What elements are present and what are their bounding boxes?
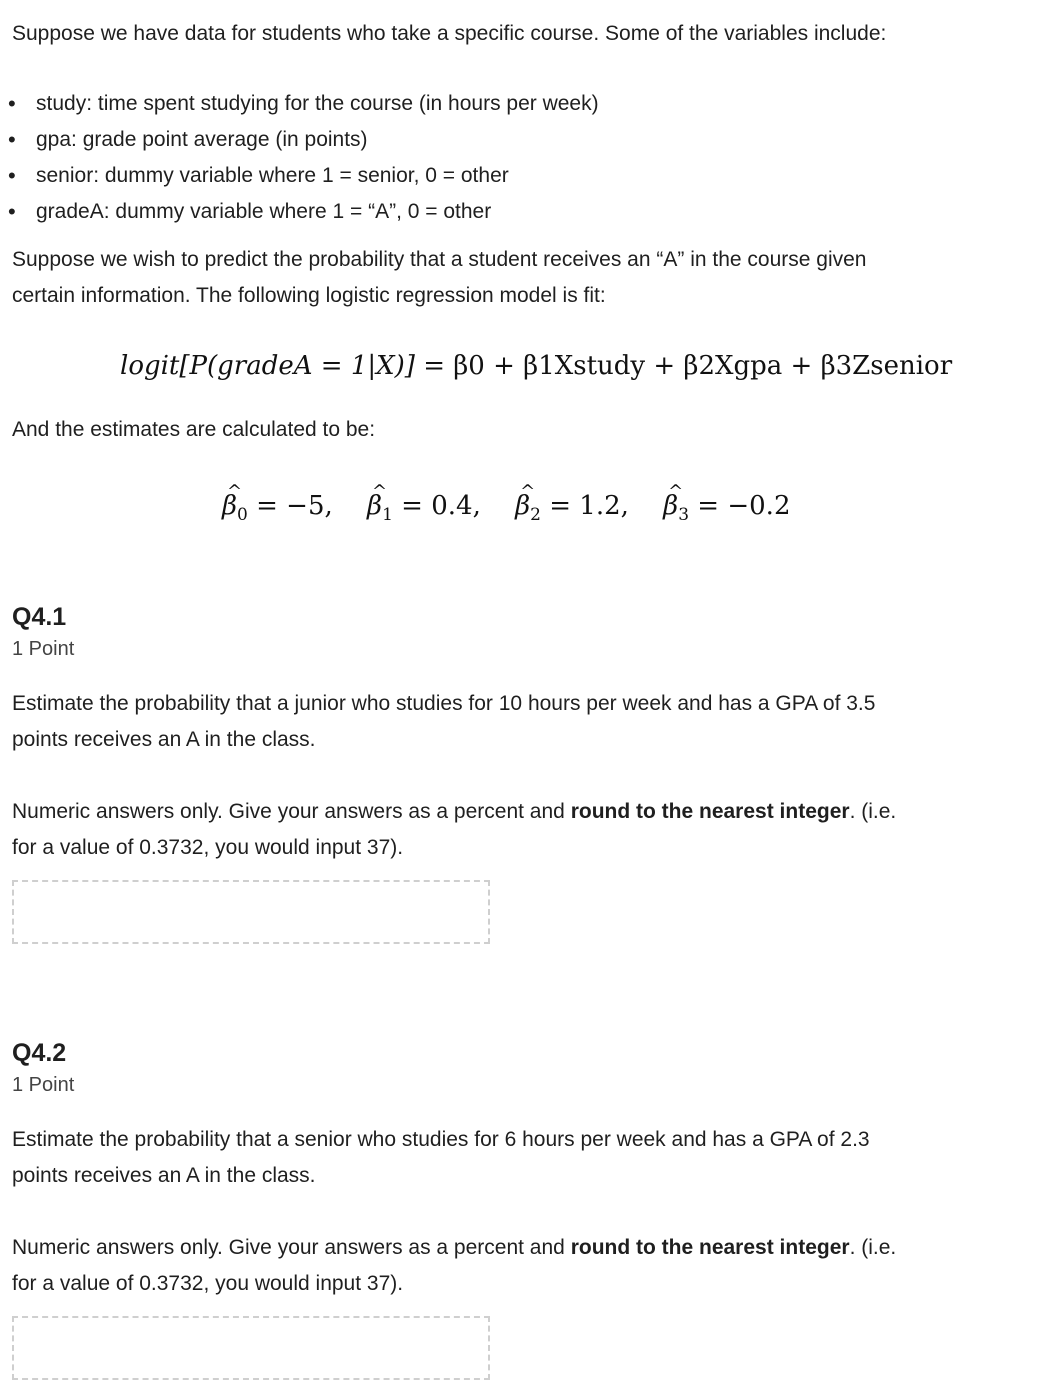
list-item bbox=[8, 194, 1012, 230]
instructions-text-end: . (i.e. bbox=[849, 1236, 897, 1259]
instructions-text-end: . (i.e. bbox=[849, 800, 897, 823]
question-points: 1 Point bbox=[12, 638, 75, 660]
question-text bbox=[12, 686, 1012, 758]
instructions-text: Numeric answers only. Give your answers as a percent and bbox=[12, 1236, 571, 1259]
instructions-text: Numeric answers only. Give your answers as a percent and bbox=[12, 800, 571, 823]
instructions-bold: round to the nearest integer bbox=[570, 800, 850, 823]
answer-box[interactable] bbox=[12, 880, 490, 944]
beta2-estimate: ^ $\beta_2 = 1.2$, bbox=[515, 491, 629, 521]
question-points: 1 Point bbox=[12, 1074, 75, 1096]
beta3-value: = −0.2 bbox=[697, 491, 791, 521]
model-description-line-2: certain information. The following logistic regression model is fit: bbox=[12, 284, 606, 307]
model-equation bbox=[120, 348, 952, 384]
model-description bbox=[12, 242, 1012, 314]
question-title: Q4.2 bbox=[12, 1039, 67, 1067]
bullet-icon: • bbox=[8, 199, 16, 224]
equation-lhs: logit[P(gradeA = 1|X)] bbox=[120, 351, 415, 381]
question-text-line-2: points receives an A in the class. bbox=[12, 728, 316, 751]
question-q4-1 bbox=[12, 600, 1012, 944]
estimates-equation bbox=[222, 488, 816, 524]
variable-list bbox=[8, 86, 1012, 230]
beta2-value: = 1.2, bbox=[549, 491, 629, 521]
estimates-label: And the estimates are calculated to be: bbox=[12, 418, 376, 441]
variable-study: study: time spent studying for the course (in hours per week) bbox=[36, 92, 599, 115]
answer-input[interactable] bbox=[14, 882, 488, 942]
answer-box[interactable] bbox=[12, 1316, 490, 1380]
question-title: Q4.1 bbox=[12, 603, 67, 631]
list-item bbox=[8, 86, 1012, 122]
instructions-bold: round to the nearest integer bbox=[570, 1236, 850, 1259]
instructions-example: for a value of 0.3732, you would input 37). bbox=[12, 1272, 404, 1295]
beta0-value: = −5, bbox=[256, 491, 333, 521]
question-text bbox=[12, 1122, 1012, 1194]
question-text-line-1: Estimate the probability that a junior who studies for 10 hours per week and has a GPA of 3.5 bbox=[12, 692, 876, 715]
beta0-estimate: ^ $\beta_0 = -5$, bbox=[222, 491, 333, 521]
question-text-line-2: points receives an A in the class. bbox=[12, 1164, 316, 1187]
variable-senior: senior: dummy variable where 1 = senior, 0 = other bbox=[36, 164, 509, 187]
variable-gpa: gpa: grade point average (in points) bbox=[36, 128, 368, 151]
variable-gradeA: gradeA: dummy variable where 1 = “A”, 0 = other bbox=[36, 200, 492, 223]
beta3-estimate: ^ $\beta_3 = -0.2$ bbox=[663, 491, 790, 521]
beta1-estimate: ^ $\beta_1 = 0.4$, bbox=[367, 491, 481, 521]
answer-instructions bbox=[12, 794, 1012, 866]
bullet-icon: • bbox=[8, 127, 16, 152]
bullet-icon: • bbox=[8, 163, 16, 188]
question-text-line-1: Estimate the probability that a senior who studies for 6 hours per week and has a GPA of 2.3 bbox=[12, 1128, 870, 1151]
instructions-example: for a value of 0.3732, you would input 37). bbox=[12, 836, 404, 859]
question-page bbox=[8, 16, 1012, 1295]
answer-instructions bbox=[12, 1230, 1012, 1302]
intro-text: Suppose we have data for students who take a specific course. Some of the variables include: bbox=[12, 22, 887, 45]
beta1-value: = 0.4, bbox=[401, 491, 481, 521]
question-q4-2 bbox=[12, 1036, 1012, 1380]
bullet-icon: • bbox=[8, 91, 16, 116]
list-item bbox=[8, 158, 1012, 194]
model-description-line-1: Suppose we wish to predict the probability that a student receives an “A” in the course given bbox=[12, 248, 867, 271]
equation-rhs: = β0 + β1Xstudy + β2Xgpa + β3Zsenior bbox=[423, 351, 953, 381]
answer-input[interactable] bbox=[14, 1318, 488, 1378]
list-item bbox=[8, 122, 1012, 158]
